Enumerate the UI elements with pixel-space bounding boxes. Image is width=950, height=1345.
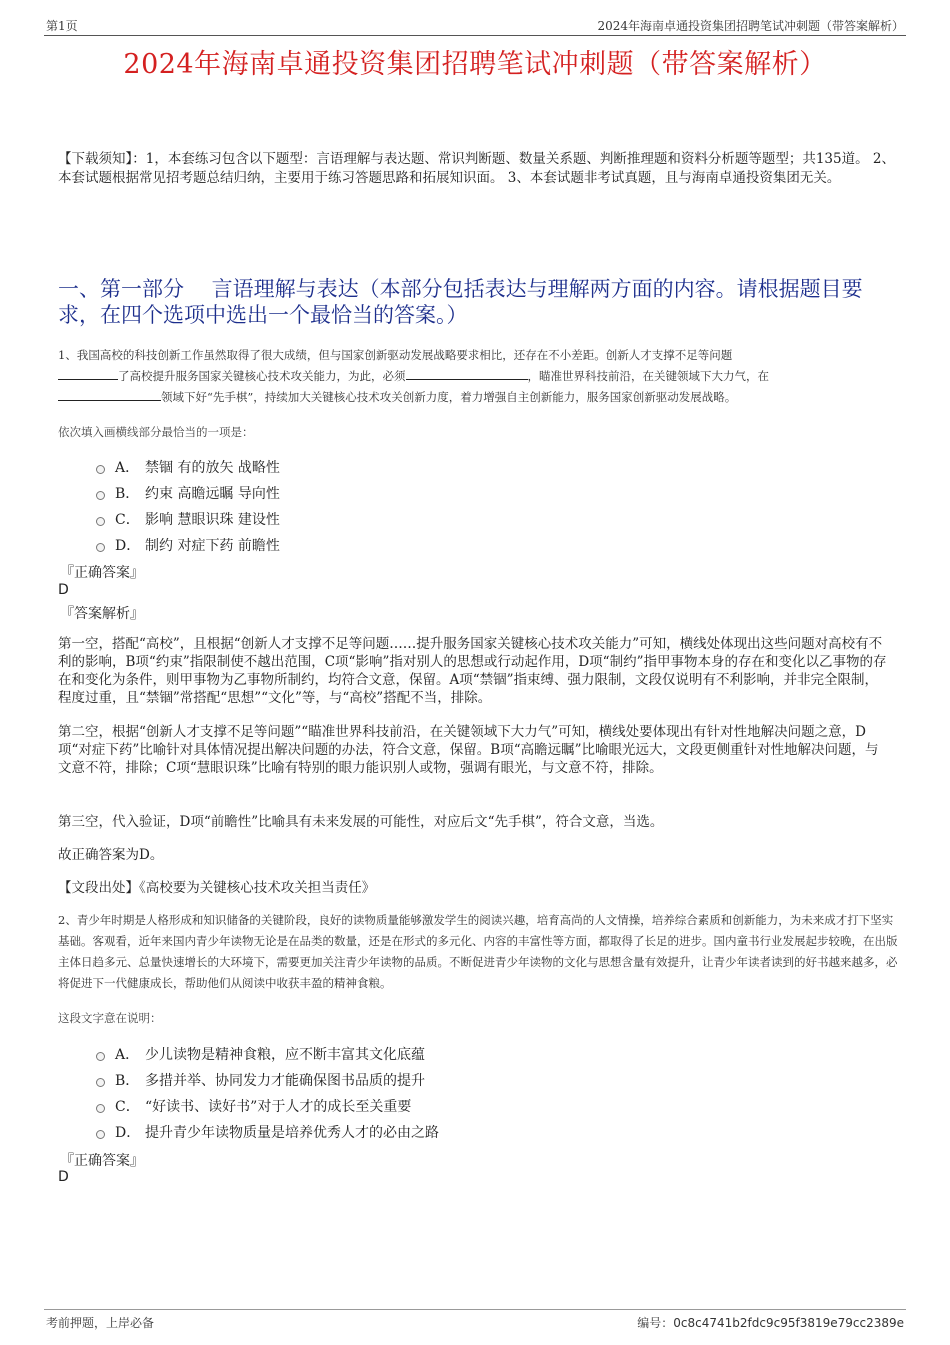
q2-option-b[interactable] — [96, 1070, 425, 1090]
q1-source: 【文段出处】《高校要为关键核心技术攻关担当责任》 — [58, 880, 376, 896]
q1-blank-2 — [406, 366, 528, 380]
q1-analysis-para-1: 第一空，搭配“高校”，且根据“创新人才支撑不足等问题……提升服务国家关键核心技术攻关能力”可知，横线处体现出这些问题对高校有不利的影响，B项“约束”指限制使不越出范围，C项“影响”指对别人的思想或行动起作用，D项“制约”指甲事物本身的存在和变化以乙事物的存在和变化为条件，则甲事物为乙事物所制约，均符合文意，保留。A项“禁锢”指束缚、强力限制，文段仅说明有不利影响，并非完全限制，程度过重，且“禁锢”常搭配“思想”“文化”等，与“高校”搭配不当，排除。 — [58, 636, 887, 706]
option-text: 多措并举、协同发力才能确保图书品质的提升 — [145, 1073, 425, 1089]
q2-answer: D — [58, 1169, 69, 1185]
document-id-code: 0c8c4741b2fdc9c95f3819e79cc2389e — [673, 1316, 904, 1330]
document-id-label: 编号： — [637, 1316, 674, 1330]
q1-option-b[interactable] — [96, 483, 280, 503]
question-1-stem — [58, 345, 904, 408]
option-letter: D． — [115, 538, 141, 554]
question-1-prompt: 依次填入画横线部分最恰当的一项是： — [58, 425, 254, 439]
document-title: 2024年海南卓通投资集团招聘笔试冲刺题（带答案解析） — [123, 49, 827, 80]
q2-option-c[interactable] — [96, 1096, 411, 1116]
footer-slogan: 考前押题，上岸必备 — [46, 1316, 155, 1330]
footer-divider — [44, 1309, 906, 1310]
option-letter: A． — [115, 460, 140, 476]
q1-analysis-para-3: 第三空，代入验证，D项“前瞻性”比喻具有未来发展的可能性，对应后文“先手棋”，符合文意，当选。 — [58, 814, 664, 830]
radio-icon[interactable] — [96, 543, 105, 552]
q1-answer: D — [58, 582, 69, 598]
q1-option-c[interactable] — [96, 509, 280, 529]
q1-stem-part1: 1、我国高校的科技创新工作虽然取得了很大成绩，但与国家创新驱动发展战略要求相比，还存在不小差距。创新人才支撑不足等问题 — [58, 348, 733, 362]
option-text: 提升青少年读物质量是培养优秀人才的必由之路 — [145, 1125, 439, 1141]
option-text: 禁锢 有的放矢 战略性 — [145, 460, 280, 476]
question-2-stem: 2、青少年时期是人格形成和知识储备的关键阶段，良好的读物质量能够激发学生的阅读兴趣，培育高尚的人文情操，培养综合素质和创新能力，为未来成才打下坚实基础。客观看，近年来国内青少年读物无论是在品类的数量，还是在形式的多元化、内容的丰富性等方面，都取得了长足的进步。国内童书行业发展起步较晚，在出版主体日趋多元、总量快速增长的大环境下，需要更加关注青少年读物的品质。不断促进青少年读物的文化与思想含量有效提升，让青少年读者读到的好书越来越多，必将促进下一代健康成长，帮助他们从阅读中收获丰盈的精神食粮。 — [58, 913, 898, 990]
radio-icon[interactable] — [96, 491, 105, 500]
q1-stem-part4: 领域下好“先手棋”，持续加大关键核心技术攻关创新力度，着力增强自主创新能力，服务国家创新驱动发展战略。 — [161, 390, 737, 404]
option-text: 约束 高瞻远瞩 导向性 — [145, 486, 280, 502]
document-id — [637, 1314, 904, 1331]
radio-icon[interactable] — [96, 1052, 105, 1061]
option-letter: C． — [115, 1099, 140, 1115]
radio-icon[interactable] — [96, 465, 105, 474]
option-letter: B． — [115, 1073, 140, 1089]
option-text: 影响 慧眼识珠 建设性 — [145, 512, 280, 528]
q2-option-a[interactable] — [96, 1044, 425, 1064]
q1-answer-label: 『正确答案』 — [60, 565, 144, 581]
section-heading: 一、第一部分 言语理解与表达（本部分包括表达与理解两方面的内容。请根据题目要求，在四个选项中选出一个最恰当的答案。） — [58, 277, 863, 327]
q1-blank-1 — [58, 366, 118, 380]
q1-analysis-para-4: 故正确答案为D。 — [58, 847, 164, 863]
option-letter: A． — [115, 1047, 140, 1063]
radio-icon[interactable] — [96, 517, 105, 526]
option-text: 制约 对症下药 前瞻性 — [145, 538, 280, 554]
option-text: 少儿读物是精神食粮，应不断丰富其文化底蕴 — [145, 1047, 425, 1063]
q1-blank-3 — [58, 387, 161, 401]
q1-option-a[interactable] — [96, 457, 280, 477]
option-text: “好读书、读好书”对于人才的成长至关重要 — [145, 1099, 412, 1115]
q1-stem-part2: 了高校提升服务国家关键核心技术攻关能力，为此，必须 — [118, 369, 406, 383]
radio-icon[interactable] — [96, 1104, 105, 1113]
q1-option-d[interactable] — [96, 535, 280, 555]
question-2-prompt: 这段文字意在说明： — [58, 1011, 162, 1025]
option-letter: B． — [115, 486, 140, 502]
q1-analysis-para-2: 第二空，根据“创新人才支撑不足等问题”“瞄准世界科技前沿，在关键领域下大力气”可知，横线处要体现出有针对性地解决问题之意，D项“对症下药”比喻针对具体情况提出解决问题的办法，符合文意，保留。B项“高瞻远瞩”比喻眼光远大，文段更侧重针对性地解决问题，与文意不符，排除；C项“慧眼识珠”比喻有特别的眼力能识别人或物，强调有眼光，与文意不符，排除。 — [58, 724, 879, 776]
header-divider — [44, 35, 906, 36]
option-letter: D． — [115, 1125, 141, 1141]
running-title: 2024年海南卓通投资集团招聘笔试冲刺题（带答案解析） — [597, 19, 904, 33]
option-letter: C． — [115, 512, 140, 528]
q2-option-d[interactable] — [96, 1122, 439, 1142]
download-notice: 【下载须知】：1，本套练习包含以下题型：言语理解与表达题、常识判断题、数量关系题、判断推理题和资料分析题等题型；共135道。 2、本套试题根据常见招考题总结归纳，主要用于练习答题思路和拓展知识面。 3、本套试题非考试真题，且与海南卓通投资集团无关。 — [58, 151, 895, 186]
radio-icon[interactable] — [96, 1078, 105, 1087]
page-number: 第1页 — [46, 19, 78, 33]
q1-analysis-label: 『答案解析』 — [60, 606, 144, 622]
q1-stem-part3: ，瞄准世界科技前沿，在关键领域下大力气，在 — [527, 369, 769, 383]
q2-answer-label: 『正确答案』 — [60, 1153, 144, 1169]
radio-icon[interactable] — [96, 1130, 105, 1139]
